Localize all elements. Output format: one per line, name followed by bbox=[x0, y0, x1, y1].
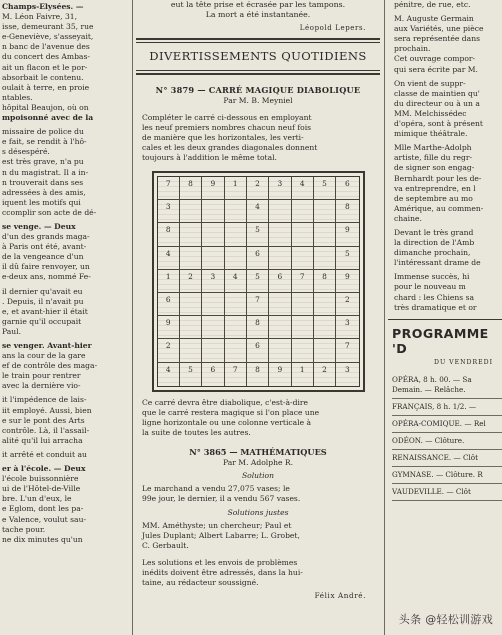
grid-cell: 9 bbox=[158, 316, 180, 339]
text-line: M. Auguste Germain bbox=[394, 14, 474, 24]
divider bbox=[136, 38, 380, 40]
top-signature: Léopold Lepers. bbox=[299, 24, 366, 32]
text-line: ne dix minutes qu'un bbox=[2, 534, 83, 544]
text-line: la direction de l'Amb bbox=[394, 238, 475, 248]
text-line: l'école buissonnière bbox=[2, 474, 79, 484]
grid-cell: 2 bbox=[180, 270, 202, 293]
grid-cell bbox=[202, 293, 224, 316]
text-line: sera représentée dans bbox=[394, 34, 480, 44]
top-text-line: La mort a été instantanée. bbox=[205, 10, 311, 19]
program-item-line: FRANÇAIS, 8 h. 1/2. — bbox=[392, 401, 477, 411]
text-line: ait un flacon et le por- bbox=[2, 62, 88, 72]
text-line: de septembre au mo bbox=[394, 193, 473, 203]
grid-cell: 9 bbox=[269, 363, 291, 386]
grid-cell: 2 bbox=[336, 293, 358, 316]
grid-cell: 8 bbox=[336, 200, 358, 223]
text-line: iit employé. Aussi, bien bbox=[2, 405, 92, 415]
text-line: dimanche prochain, bbox=[394, 248, 471, 258]
text-line: M. Léon Faivre, 31, bbox=[2, 12, 78, 22]
program-list bbox=[388, 366, 502, 501]
grid-cell: 3 bbox=[158, 200, 180, 223]
text-line: garnie qu'il occupait bbox=[2, 316, 82, 326]
grid-cell: 3 bbox=[269, 177, 291, 200]
grid-cell: 8 bbox=[247, 363, 269, 386]
grid-cell bbox=[314, 200, 336, 223]
text-line: MM. Melchissédec bbox=[394, 108, 467, 118]
text-line: à Paris ont été, avant- bbox=[2, 242, 87, 252]
program-item bbox=[392, 450, 502, 467]
grid-cell: 9 bbox=[336, 223, 358, 246]
program-title: PROGRAMME 'D bbox=[392, 325, 489, 356]
grid-cell: 4 bbox=[158, 247, 180, 270]
text-line: inédits doivent être adressés, dans la hui- bbox=[142, 567, 303, 577]
text-line: . Depuis, il n'avait pu bbox=[2, 296, 84, 306]
program-item-line: VAUDEVILLE. — Clôt bbox=[392, 486, 471, 496]
column-divider-left bbox=[132, 0, 133, 635]
grid-cell: 6 bbox=[247, 247, 269, 270]
program-subtitle: DU VENDREDI bbox=[434, 358, 494, 366]
grid-cell bbox=[202, 339, 224, 362]
text-line: il dernier qu'avait eu bbox=[2, 286, 83, 296]
text-line: va entreprendre, en l bbox=[394, 183, 476, 193]
text-line: missaire de police du bbox=[2, 127, 84, 137]
text-line: it arrêté et conduit au bbox=[2, 449, 87, 459]
text-line: n trouverait dans ses bbox=[2, 177, 84, 187]
text-line: Devant le très grand bbox=[394, 227, 474, 237]
grid-cell bbox=[180, 293, 202, 316]
text-line: classe de maintien qu' bbox=[394, 88, 480, 98]
text-line: taine, au rédacteur soussigné. bbox=[142, 577, 259, 587]
grid-cell bbox=[292, 293, 314, 316]
text-line: n banc de l'avenue des bbox=[2, 42, 90, 52]
right-column-text bbox=[388, 0, 502, 313]
program-item bbox=[392, 484, 502, 501]
text-line: Amérique, au commen- bbox=[394, 203, 484, 213]
grid-cell bbox=[180, 223, 202, 246]
text-line: ccomplir son acte de dé- bbox=[2, 207, 97, 217]
text-line: mimique théâtrale. bbox=[394, 129, 468, 139]
top-article-ending bbox=[136, 0, 380, 20]
text-line: contrôle. Là, il l'assail- bbox=[2, 425, 90, 435]
grid-cell bbox=[225, 223, 247, 246]
grid-cell bbox=[314, 223, 336, 246]
grid-cell bbox=[269, 200, 291, 223]
program-item bbox=[392, 433, 502, 450]
grid-cell: 5 bbox=[336, 247, 358, 270]
text-line: l'intéressant drame de bbox=[394, 258, 481, 268]
grid-cell: 5 bbox=[247, 270, 269, 293]
right-column bbox=[388, 0, 502, 635]
text-line: 99e jour, le dernier, il a vendu 567 vases. bbox=[142, 493, 301, 503]
text-line: Les solutions et les envois de problèmes bbox=[142, 557, 298, 567]
puzzle-title: N° 3879 — CARRÉ MAGIQUE DIABOLIQUE bbox=[155, 85, 361, 95]
program-item bbox=[392, 399, 502, 416]
text-line: la suite de toutes les autres. bbox=[142, 427, 251, 437]
text-line: C. Gerbault. bbox=[142, 540, 189, 550]
program-item bbox=[392, 467, 502, 484]
text-line: MM. Améthyste; un chercheur; Paul et bbox=[142, 520, 292, 530]
divider bbox=[136, 70, 380, 71]
left-column-text bbox=[0, 0, 128, 545]
grid-cell: 6 bbox=[158, 293, 180, 316]
grid-cell: 8 bbox=[247, 316, 269, 339]
puzzle-intro bbox=[142, 113, 374, 163]
text-line: bre. L'un d'eux, le bbox=[2, 494, 72, 504]
grid-cell: 6 bbox=[247, 339, 269, 362]
correct-solutions-label: Solutions justes bbox=[227, 507, 289, 517]
text-line: artiste, fille du regr- bbox=[394, 153, 473, 163]
text-line: qui sera écrite par M. bbox=[394, 64, 478, 74]
grid-cell: 8 bbox=[158, 223, 180, 246]
magic-square-frame bbox=[152, 171, 365, 392]
grid-cell bbox=[180, 247, 202, 270]
grid-cell: 7 bbox=[158, 177, 180, 200]
grid-cell bbox=[292, 247, 314, 270]
grid-cell bbox=[292, 223, 314, 246]
program-item-subline: Demain. — Relâche. bbox=[392, 384, 466, 394]
grid-cell bbox=[269, 293, 291, 316]
top-text-line: eut la tête prise et écrasée par les tampons. bbox=[170, 0, 346, 9]
left-column bbox=[0, 0, 128, 635]
text-line: hôpital Beaujon, où on bbox=[2, 102, 89, 112]
text-line: se venge. — Deux bbox=[2, 221, 76, 231]
grid-cell bbox=[225, 316, 247, 339]
grid-cell bbox=[314, 339, 336, 362]
text-line: oulait à terre, en proie bbox=[2, 82, 90, 92]
grid-cell: 3 bbox=[336, 316, 358, 339]
text-line: Ce carré devra être diabolique, c'est-à-dire bbox=[142, 397, 309, 407]
divider bbox=[136, 73, 380, 75]
text-line: Mlle Marthe-Adolph bbox=[394, 143, 472, 153]
text-line: s désespéré. bbox=[2, 147, 50, 157]
grid-cell: 8 bbox=[180, 177, 202, 200]
text-line: Immense succès, hi bbox=[394, 272, 470, 282]
grid-cell: 4 bbox=[158, 363, 180, 386]
text-line: du concert des Ambas- bbox=[2, 52, 90, 62]
text-line: e-deux ans, nommé Fe- bbox=[2, 272, 91, 282]
solution-text bbox=[142, 484, 374, 504]
text-line: il dû faire renvoyer, un bbox=[2, 262, 90, 272]
text-line: it l'impédence de lais- bbox=[2, 395, 87, 405]
text-line: Jules Duplant; Albert Labarre; L. Grobet, bbox=[142, 530, 300, 540]
program-item bbox=[392, 372, 502, 399]
text-line: absorbait le contenu. bbox=[2, 72, 84, 82]
math-signature: Félix André. bbox=[314, 590, 366, 600]
grid-cell: 6 bbox=[336, 177, 358, 200]
grid-cell: 2 bbox=[314, 363, 336, 386]
puzzle-author: Par M. B. Meyniel bbox=[223, 96, 293, 105]
program-item-line: OPÉRA, 8 h. 00. — Sa bbox=[392, 374, 472, 384]
text-line: Paul. bbox=[2, 326, 22, 336]
grid-cell bbox=[180, 316, 202, 339]
program-item-line: RENAISSANCE. — Clôt bbox=[392, 452, 478, 462]
grid-cell: 3 bbox=[202, 270, 224, 293]
column-divider-right bbox=[384, 0, 385, 635]
grid-cell bbox=[202, 247, 224, 270]
grid-cell: 7 bbox=[225, 363, 247, 386]
math-author: Par M. Adolphe R. bbox=[222, 457, 294, 467]
grid-cell: 4 bbox=[225, 270, 247, 293]
text-line: d'un des grands maga- bbox=[2, 232, 90, 242]
program-item-line: ODÉON. — Clôture. bbox=[392, 435, 465, 445]
text-line: ef de contrôle des maga- bbox=[2, 361, 98, 371]
text-line: Cet ouvrage compor- bbox=[394, 54, 476, 64]
grid-cell: 1 bbox=[225, 177, 247, 200]
text-line: ans la cour de la gare bbox=[2, 351, 86, 361]
grid-cell bbox=[269, 316, 291, 339]
middle-column bbox=[136, 0, 380, 635]
grid-cell: 6 bbox=[269, 270, 291, 293]
text-line: très dramatique et or bbox=[394, 302, 477, 312]
text-line: Le marchand a vendu 27,075 vases; le bbox=[142, 483, 290, 493]
grid-cell bbox=[314, 247, 336, 270]
grid-cell: 8 bbox=[314, 270, 336, 293]
grid-cell bbox=[314, 293, 336, 316]
text-line: toujours à l'addition le même total. bbox=[142, 153, 277, 162]
grid-cell bbox=[225, 200, 247, 223]
text-line: Bernhardt pour les de- bbox=[394, 173, 482, 183]
text-line: ui de l'Hôtel-de-Ville bbox=[2, 484, 81, 494]
grid-cell bbox=[180, 200, 202, 223]
correct-solutions-text bbox=[142, 521, 374, 551]
grid-cell bbox=[225, 339, 247, 362]
puzzle-outro bbox=[142, 398, 374, 438]
grid-cell: 1 bbox=[158, 270, 180, 293]
magic-square-grid bbox=[157, 176, 360, 387]
text-line: tache pour. bbox=[2, 524, 46, 534]
grid-cell bbox=[292, 339, 314, 362]
closing-text bbox=[142, 558, 374, 588]
grid-cell: 1 bbox=[292, 363, 314, 386]
text-line: e fait, se rendit à l'hô- bbox=[2, 137, 87, 147]
solution-label: Solution bbox=[241, 470, 275, 480]
math-title: N° 3865 — MATHÉMATIQUES bbox=[189, 446, 327, 457]
program-item-line: OPÉRA-COMIQUE. — Rel bbox=[392, 418, 486, 428]
text-line: mpoisonné avec de la bbox=[2, 113, 94, 123]
grid-cell: 7 bbox=[336, 339, 358, 362]
text-line: cales et les deux grandes diagonales donnent bbox=[142, 143, 318, 152]
text-line: se venger. Avant-hier bbox=[2, 341, 92, 350]
text-line: iquent les motifs qui bbox=[2, 197, 81, 207]
text-line: Compléter le carré ci-dessous en employant bbox=[142, 113, 312, 122]
grid-cell: 9 bbox=[202, 177, 224, 200]
grid-cell: 7 bbox=[247, 293, 269, 316]
text-line: d'opéra, sont à présent bbox=[394, 119, 483, 129]
grid-cell bbox=[202, 316, 224, 339]
text-line: aux Variétés, une pièce bbox=[394, 24, 484, 34]
text-line: chaine. bbox=[394, 213, 422, 223]
grid-cell bbox=[269, 223, 291, 246]
text-line: est très grave, n'a pu bbox=[2, 157, 84, 167]
watermark: 头条 @轻松训游戏 bbox=[396, 611, 496, 627]
text-line: adressées à des amis, bbox=[2, 187, 86, 197]
grid-cell bbox=[225, 293, 247, 316]
text-line: er à l'école. — Deux bbox=[2, 464, 86, 474]
grid-cell bbox=[202, 200, 224, 223]
text-line: e-Geneviève, s'asseyait, bbox=[2, 32, 94, 42]
text-line: de signer son engag- bbox=[394, 163, 475, 173]
text-line: pénitre, de rue, etc. bbox=[394, 0, 471, 9]
grid-cell bbox=[269, 247, 291, 270]
grid-cell bbox=[202, 223, 224, 246]
grid-cell: 6 bbox=[202, 363, 224, 386]
grid-cell: 7 bbox=[292, 270, 314, 293]
text-line: le train pour rentrer bbox=[2, 371, 81, 381]
text-line: e sur le pont des Arts bbox=[2, 415, 85, 425]
grid-cell bbox=[225, 247, 247, 270]
text-line: prochain. bbox=[394, 44, 431, 54]
text-line: Champs-Elysées. — bbox=[2, 2, 84, 11]
program-item-line: GYMNASE. — Clôture. R bbox=[392, 469, 483, 479]
section-header: DIVERTISSEMENTS QUOTIDIENS bbox=[149, 49, 367, 63]
text-line: alité qu'il lui arracha bbox=[2, 435, 83, 445]
grid-cell: 9 bbox=[336, 270, 358, 293]
grid-cell bbox=[292, 200, 314, 223]
text-line: pour le nouveau m bbox=[394, 282, 466, 292]
program-item bbox=[392, 416, 502, 433]
grid-cell bbox=[292, 316, 314, 339]
grid-cell: 3 bbox=[336, 363, 358, 386]
grid-cell: 5 bbox=[180, 363, 202, 386]
text-line: e Valence, voulut sau- bbox=[2, 514, 87, 524]
grid-cell: 5 bbox=[314, 177, 336, 200]
text-line: On vient de suppr- bbox=[394, 78, 466, 88]
text-line: avec la dernière vio- bbox=[2, 381, 81, 391]
grid-cell: 5 bbox=[247, 223, 269, 246]
text-line: e, et avant-hier il était bbox=[2, 306, 88, 316]
text-line: de la vengeance d'un bbox=[2, 252, 84, 262]
text-line: les neuf premiers nombres chacun neuf fois bbox=[142, 123, 312, 132]
grid-cell bbox=[314, 316, 336, 339]
text-line: que le carré restera magique si l'on place une bbox=[142, 407, 320, 417]
text-line: ligne horizontale ou une colonne verticale à bbox=[142, 417, 312, 427]
grid-cell: 4 bbox=[292, 177, 314, 200]
text-line: ntables. bbox=[2, 92, 33, 102]
text-line: e Eglom, dont les pa- bbox=[2, 504, 84, 514]
grid-cell bbox=[269, 339, 291, 362]
text-line: n du magistrat. Il a in- bbox=[2, 167, 89, 177]
text-line: de manière que les horizontales, les verti- bbox=[142, 133, 304, 142]
text-line: isse, demeurant 35, rue bbox=[2, 22, 94, 32]
grid-cell: 4 bbox=[247, 200, 269, 223]
grid-cell: 2 bbox=[247, 177, 269, 200]
grid-cell bbox=[180, 339, 202, 362]
text-line: chard : les Chiens sa bbox=[394, 292, 475, 302]
text-line: du directeur ou à un a bbox=[394, 98, 480, 108]
grid-cell: 2 bbox=[158, 339, 180, 362]
